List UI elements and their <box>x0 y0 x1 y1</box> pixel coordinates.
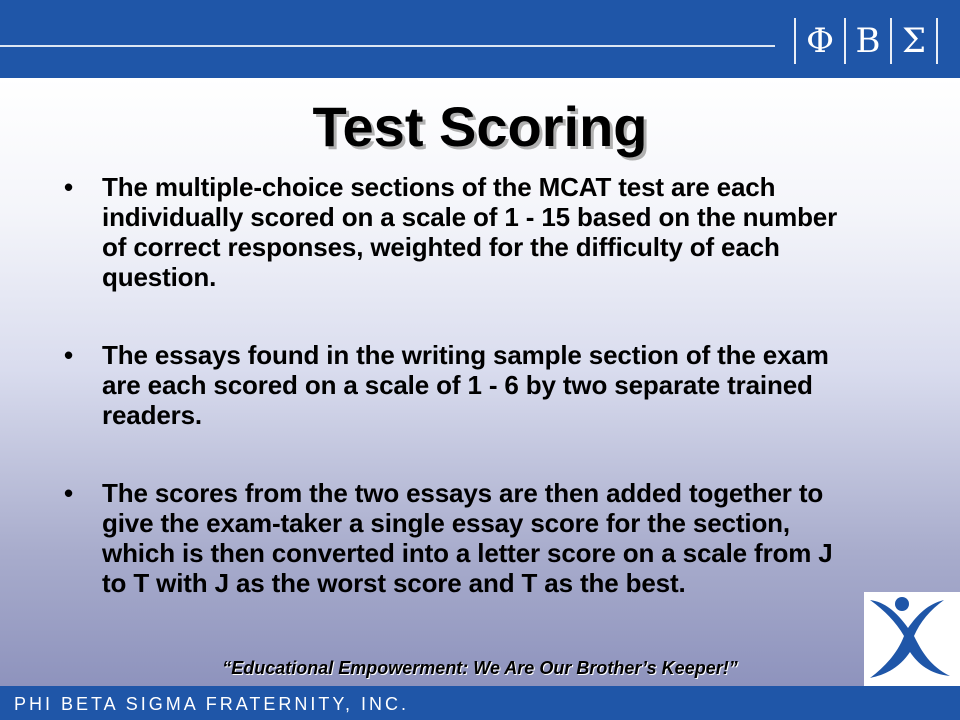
bullet-list <box>62 172 862 598</box>
greek-divider <box>936 18 938 64</box>
bullet-item <box>62 340 862 430</box>
greek-letter-sigma: Σ <box>901 21 927 61</box>
sigma-figure-logo-icon <box>864 592 960 688</box>
greek-divider <box>794 18 796 64</box>
slide-title: Test Scoring <box>312 95 648 158</box>
greek-divider <box>890 18 892 64</box>
greek-divider <box>844 18 846 64</box>
header-bar <box>0 0 960 78</box>
header-rule <box>0 45 775 47</box>
bullet-text: The scores from the two essays are then added together to give the exam-taker a single essay score for the section, which is then converted into a letter score on a scale from J to T with J as the worst score and T as the best. <box>102 478 833 598</box>
greek-letter-beta: Β <box>855 21 881 61</box>
bullet-text: The multiple-choice sections of the MCAT test are each individually scored on a scale of 1 - 15 based on the number of correct responses, weighted for the difficulty of each question. <box>102 172 838 292</box>
footer-org-name: PHI BETA SIGMA FRATERNITY, INC. <box>14 694 410 714</box>
bullet-item <box>62 478 862 598</box>
bullet-text: The essays found in the writing sample section of the exam are each scored on a scale of 1 - 6 by two separate trained readers. <box>102 340 829 430</box>
motto-text: “Educational Empowerment: We Are Our Brother’s Keeper!” <box>222 658 738 678</box>
logo-graphic <box>864 592 960 688</box>
greek-letter-phi: Φ <box>806 21 834 61</box>
bullet-item <box>62 172 862 292</box>
bullet-marker: • <box>64 340 74 370</box>
footer-bar <box>0 686 960 720</box>
bullet-marker: • <box>64 478 74 508</box>
bullet-marker: • <box>64 172 74 202</box>
